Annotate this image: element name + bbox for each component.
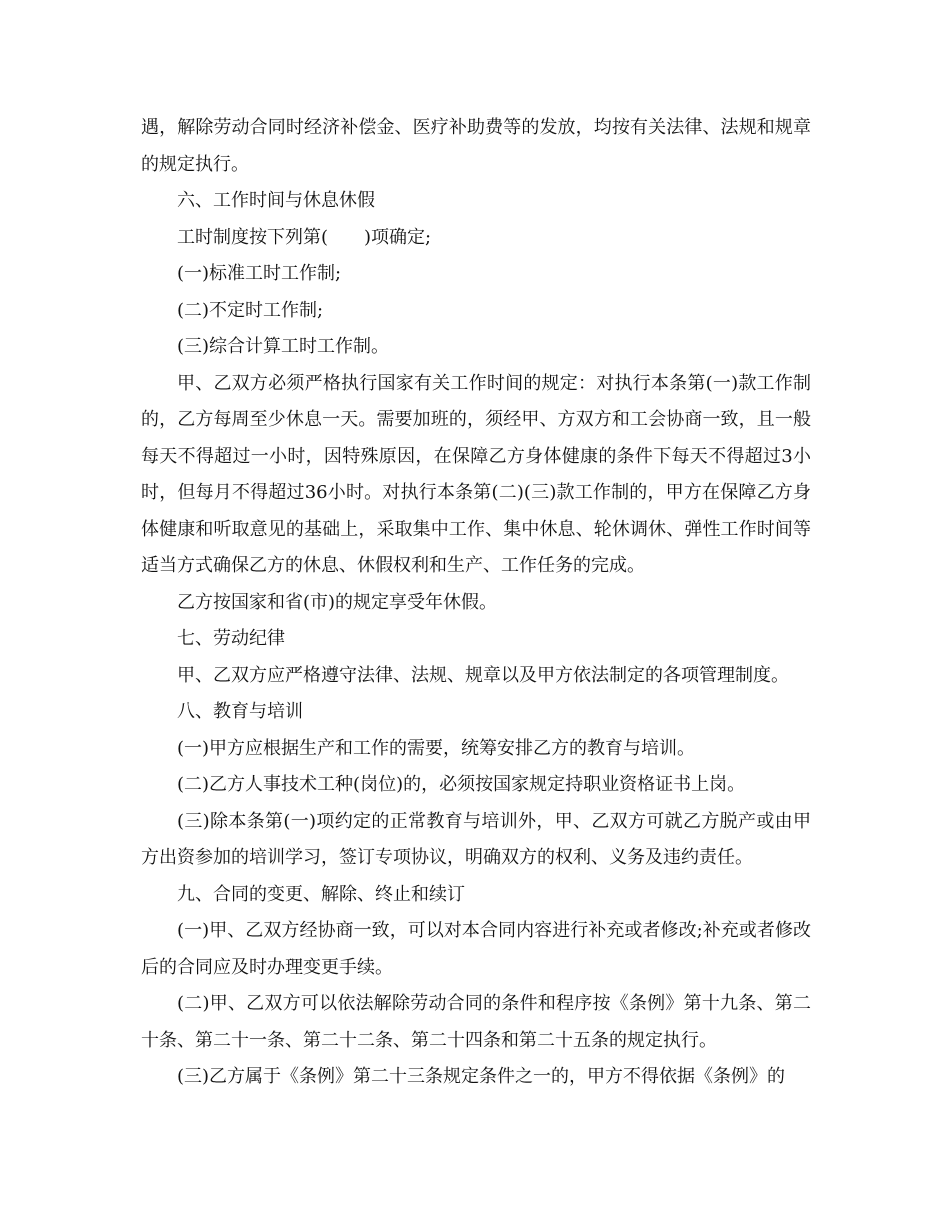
list-item: (三)除本条第(一)项约定的正常教育与培训外，甲、乙双方可就乙方脱产或由甲方出资参加的培训学习，签订专项协议，明确双方的权利、义务及违约责任。 (141, 810, 811, 868)
section-heading-work-time: 六、工作时间与休息休假 (177, 190, 375, 211)
list-item: (二)不定时工作制; (177, 299, 324, 321)
list-item: (一)甲方应根据生产和工作的需要，统筹安排乙方的教育与培训。 (177, 737, 696, 759)
paragraph: 甲、乙双方应严格遵守法律、法规、规章以及甲方依法制定的各项管理制度。 (177, 664, 789, 686)
list-item: (三)乙方属于《条例》第二十三条规定条件之一的，甲方不得依据《条例》的 (177, 1066, 786, 1087)
paragraph: 乙方按国家和省(市)的规定享受年休假。 (177, 591, 498, 613)
section-heading-contract-changes: 九、合同的变更、解除、终止和续订 (177, 883, 465, 905)
paragraph: 甲、乙双方必须严格执行国家有关工作时间的规定：对执行本条第(一)款工作制的，乙方每周至少休息一天。需要加班的，须经甲、方双方和工会协商一致，且一般每天不得超过一小时，因特殊原因，在保障乙方身体健康的条件下每天不得超过3小时，但每月不得超过36小时。对执行本条第(二)(三)款工作制的，甲方在保障乙方身体健康和听取意见的基础上，采取集中工作、集中休息、轮休调休、弹性工作时间等适当方式确保乙方的休息、休假权利和生产、工作任务的完成。 (141, 372, 811, 576)
section-heading-education-training: 八、教育与培训 (177, 701, 303, 722)
list-item: (一)甲、乙双方经协商一致，可以对本合同内容进行补充或者修改;补充或者修改后的合同应及时办理变更手续。 (141, 920, 811, 978)
list-item: (二)乙方人事技术工种(岗位)的，必须按国家规定持职业资格证书上岗。 (177, 774, 746, 795)
list-item: (二)甲、乙双方可以依法解除劳动合同的条件和程序按《条例》第十九条、第二十条、第二十一条、第二十二条、第二十四条和第二十五条的规定执行。 (141, 993, 811, 1051)
paragraph: 工时制度按下列第( )项确定; (177, 226, 432, 248)
list-item: (三)综合计算工时工作制。 (177, 336, 390, 357)
list-item: (一)标准工时工作制; (177, 263, 342, 284)
paragraph: 遇，解除劳动合同时经济补偿金、医疗补助费等的发放，均按有关法律、法规和规章的规定执行。 (141, 117, 811, 175)
contract-body (141, 110, 811, 1096)
section-heading-labor-discipline: 七、劳动纪律 (177, 628, 285, 649)
